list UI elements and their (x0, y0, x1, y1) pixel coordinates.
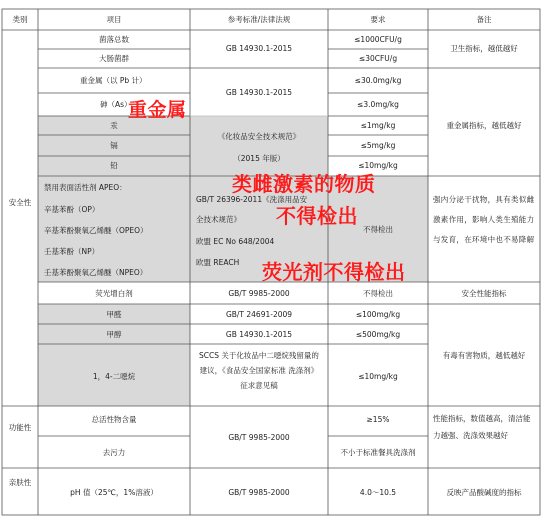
standard-apeo-3: 欧盟 EC No 648/2004 (196, 237, 275, 246)
standard-metal: GB 14930.1-2015 (225, 88, 293, 97)
item-methanol: 甲醇 (106, 330, 122, 339)
standard-cosmetics-2: （2015 年版） (233, 154, 285, 163)
standard-apeo-2: 全技术规范》 (196, 215, 241, 224)
item-opeo: 辛基苯酚聚氧乙烯醚（OPEO） (44, 226, 148, 235)
header-item: 项目 (106, 15, 122, 24)
req-lead: ≤10mg/kg (358, 161, 398, 170)
remark-harmful: 有毒有害物质，越低越好 (442, 351, 526, 360)
remark-ph: 反映产品酸碱度的指标 (446, 488, 522, 497)
remark-fluorescent: 安全性能指标 (461, 289, 507, 298)
item-formaldehyde: 甲醛 (106, 310, 122, 319)
standard-methanol: GB 14930.1-2015 (225, 330, 293, 339)
item-dioxane: 1，4-二噁烷 (92, 372, 136, 381)
item-np: 壬基苯酚（NP） (44, 247, 100, 256)
req-dioxane: ≤10mg/kg (358, 372, 398, 381)
item-lead: 铅 (110, 161, 118, 170)
header-category: 类别 (12, 15, 28, 24)
item-npeo: 壬基苯酚聚氧乙烯醚（NPEO） (44, 268, 148, 277)
req-coliform: ≤30CFU/g (358, 54, 398, 63)
item-apeo-title: 禁用表面活性剂 APEO： (44, 183, 127, 192)
item-cadmium: 镉 (110, 141, 118, 150)
standard-micro: GB 14930.1-2015 (225, 44, 293, 53)
standard-function: GB/T 9985-2000 (228, 433, 290, 442)
req-active-content: ≥15% (366, 415, 390, 424)
req-arsenic: ≤3.0mg/kg (357, 100, 399, 109)
category-function: 功能性 (8, 423, 32, 432)
standard-dioxane: SCCS 关于化妆品中二噁烷残留量的建议，《食品安全国家标准 洗涤剂》征求意见稿 (199, 351, 319, 390)
standard-formaldehyde: GB/T 24691-2009 (225, 310, 293, 319)
item-coliform: 大肠菌群 (99, 54, 129, 63)
remark-function: 性能指标，数值越高，清洁能力越强、洗涤效果越好 (433, 414, 531, 440)
standard-fluorescent: GB/T 9985-2000 (228, 289, 290, 298)
req-total-bacteria: ≤1000CFU/g (354, 35, 402, 44)
annotation-estrogen: 类雌激素的物质 (232, 172, 376, 196)
req-fluorescent: 不得检出 (363, 289, 393, 298)
req-methanol: ≤500mg/kg (355, 330, 401, 339)
annotation-fluorescent: 荧光剂不得检出 (262, 260, 406, 284)
category-safety: 安全性 (8, 198, 32, 207)
header-requirement: 要求 (370, 15, 386, 24)
req-cadmium: ≤5mg/kg (360, 141, 396, 150)
req-ph: 4.0～10.5 (359, 488, 397, 497)
req-apeo: 不得检出 (363, 225, 393, 234)
annotation-not-detected: 不得检出 (276, 204, 358, 228)
annotation-heavy-metal: 重金属 (128, 99, 187, 121)
standard-apeo-4: 欧盟 REACH (196, 258, 240, 267)
header-remark: 备注 (476, 15, 492, 24)
remark-apeo: 强内分泌干扰物，具有类似雌激素作用，影响人类生殖能力与发育，在环境中也不易降解 (433, 195, 535, 244)
item-mercury: 汞 (110, 121, 118, 130)
remark-metal: 重金属指标，越低越好 (446, 121, 522, 130)
req-detergency: 不小于标准餐具洗涤剂 (340, 448, 416, 457)
req-heavy-metal: ≤30.0mg/kg (354, 76, 402, 85)
item-detergency: 去污力 (102, 448, 126, 457)
item-op: 辛基苯酚（OP） (44, 205, 100, 214)
remark-micro: 卫生指标，越低越好 (450, 44, 518, 53)
standard-ph: GB/T 9985-2000 (228, 488, 290, 497)
category-affinity: 亲肤性 (8, 478, 32, 487)
item-active-content: 总活性物含量 (91, 415, 137, 424)
item-fluorescent: 荧光增白剂 (95, 289, 133, 298)
header-standard: 参考标准/法律法规 (227, 15, 291, 24)
item-heavy-metal: 重金属（以 Pb 计） (80, 76, 147, 85)
standard-cosmetics-1: 《化妆品安全技术规范》 (217, 132, 301, 141)
item-total-bacteria: 菌落总数 (99, 35, 129, 44)
req-formaldehyde: ≤100mg/kg (355, 310, 401, 319)
standard-apeo-1: GB/T 26396-2011《洗涤用品安 (196, 195, 308, 204)
req-mercury: ≤1mg/kg (360, 121, 396, 130)
item-ph: pH 值（25℃，1%溶液） (70, 488, 158, 497)
item-arsenic: 砷（As） (100, 100, 132, 109)
